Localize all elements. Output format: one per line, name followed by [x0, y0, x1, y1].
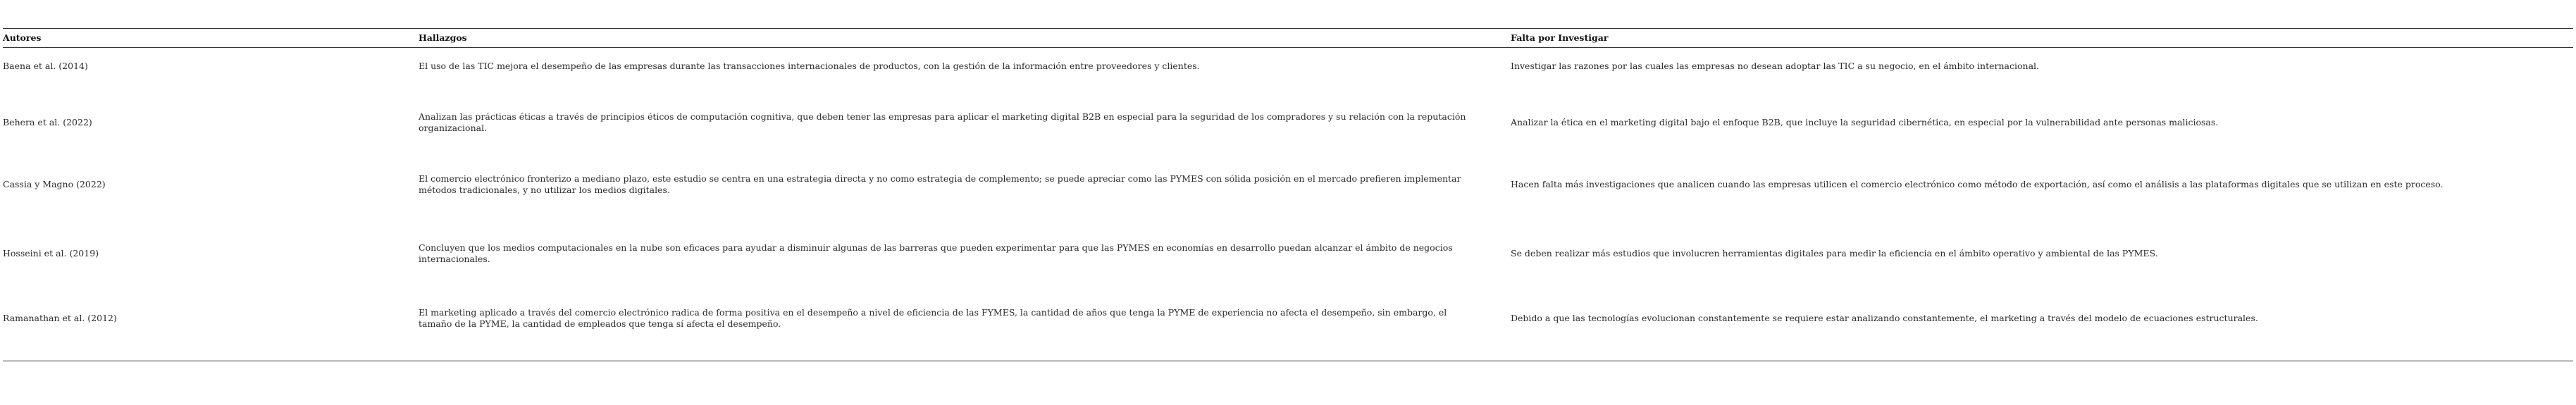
cell-hallazgos: El comercio electrónico fronterizo a mediano plazo, este estudio se centra en una estrategia directa y no como estrategia de complemento; se puede apreciar como las PYMES con sólida posición en el mercado prefieren implementar métodos tradicionales, y no utilizar los medios digitales. [419, 173, 1461, 195]
cell-falta: Analizar la ética en el marketing digital bajo el enfoque B2B, que incluye la seguridad cibernética, en especial por la vulnerabilidad ante personas maliciosas. [1511, 117, 2219, 127]
header-hallazgos: Hallazgos [419, 32, 467, 43]
cell-autores: Cassia y Magno (2022) [3, 179, 106, 189]
cell-hallazgos: Analizan las prácticas éticas a través de principios éticos de computación cognitiva, que deben tener las empresas para aplicar el marketing digital B2B en especial para la seguridad de los compradores y su relación con la reputación organizacional. [419, 111, 1466, 133]
table-header-row [3, 32, 2573, 47]
cell-falta: Se deben realizar más estudios que involucren herramientas digitales para medir la eficiencia en el ámbito operativo y ambiental de las PYMES. [1511, 248, 2158, 258]
cell-hallazgos: Concluyen que los medios computacionales en la nube son eficaces para ayudar a disminuir algunas de las barreras que pueden experimentar para que las PYMES en economías en desarrollo puedan alcanzar el ámbito de negocios internacionales. [419, 242, 1453, 264]
header-autores: Autores [3, 32, 42, 43]
cell-falta: Hacen falta más investigaciones que analicen cuando las empresas utilicen el comercio electrónico como método de exportación, así como el análisis a las plataformas digitales que se utilizan en este proceso. [1511, 179, 2444, 189]
cell-autores: Ramanathan et al. (2012) [3, 313, 117, 323]
cell-hallazgos: El marketing aplicado a través del comercio electrónico radica de forma positiva en el desempeño a nivel de eficiencia de las FYMES, la cantidad de años que tenga la PYME de experiencia no afecta el desempeño, sin embargo, el tamaño de la PYME, la cantidad de empleados que tenga sí afecta el desempeño. [419, 307, 1447, 329]
table-header-rule [3, 47, 2573, 48]
header-falta-por-investigar: Falta por Investigar [1511, 32, 1609, 43]
table-top-rule [3, 28, 2573, 29]
cell-autores: Behera et al. (2022) [3, 117, 92, 127]
cell-hallazgos: El uso de las TIC mejora el desempeño de las empresas durante las transacciones internacionales de productos, con la gestión de la información entre proveedores y clientes. [419, 61, 1200, 71]
cell-autores: Hosseini et al. (2019) [3, 248, 99, 258]
cell-autores: Baena et al. (2014) [3, 61, 88, 71]
cell-falta: Investigar las razones por las cuales las empresas no desean adoptar las TIC a su negocio, en el ámbito internacional. [1511, 61, 2039, 71]
cell-falta: Debido a que las tecnologías evolucionan constantemente se requiere estar analizando constantemente, el marketing a través del modelo de ecuaciones estructurales. [1511, 313, 2258, 323]
